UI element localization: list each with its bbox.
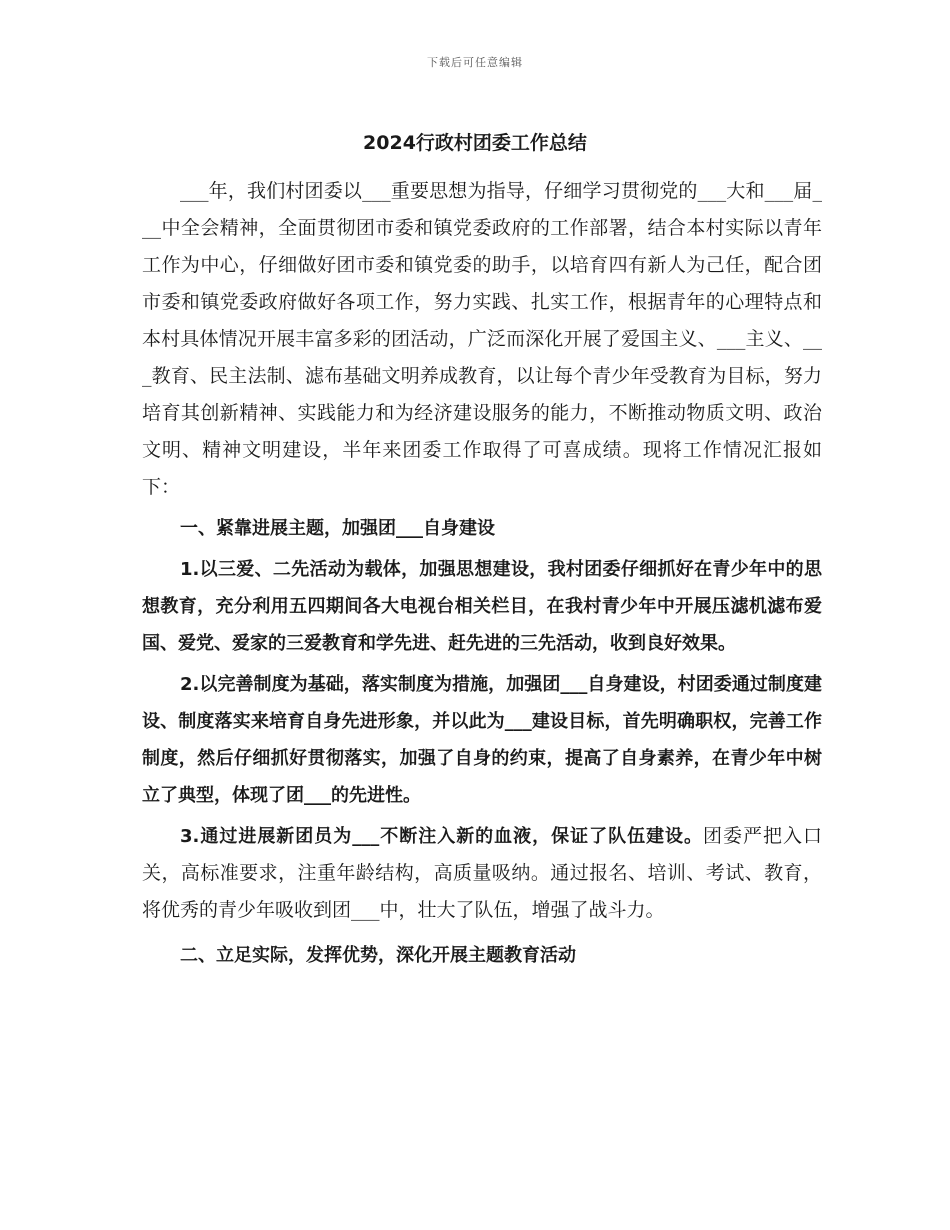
item-3-body: 团委严把入口关，高标准要求，注重年龄结构，高质量吸纳。通过报名、培训、考试、教育，将优秀的青少年吸收到团___中，壮大了队伍，增强了战斗力。	[142, 825, 822, 921]
header-note: 下载后可任意编辑	[427, 56, 523, 69]
section-heading-2: 二、立足实际，发挥优势，深化开展主题教育活动	[180, 945, 576, 966]
intro-paragraph: ___年，我们村团委以___重要思想为指导，仔细学习贯彻党的___大和___届___中全会精神，全面贯彻团市委和镇党委政府的工作部署，结合本村实际以青年工作为中心，仔细做好团市委和镇党委的助手，以培育四有新人为己任，配合团市委和镇党委政府做好各项工作，努力实践、扎实工作，根据青年的心理特点和本村具体情况开展丰富多彩的团活动，广泛而深化开展了爱国主义、___主义、___教育、民主法制、滤布基础文明养成教育，以让每个青少年受教育为目标，努力培育其创新精神、实践能力和为经济建设服务的能力，不断推动物质文明、政治文明、精神文明建设，半年来团委工作取得了可喜成绩。现将工作情况汇报如下：	[142, 180, 822, 498]
item-3-paragraph	[142, 818, 822, 929]
section-heading-1: 一、紧靠进展主题，加强团___自身建设	[180, 518, 495, 539]
item-1-paragraph: 1.以三爱、二先活动为载体，加强思想建设，我村团委仔细抓好在青少年中的思想教育，充分利用五四期间各大电视台相关栏目，在我村青少年中开展压滤机滤布爱国、爱党、爱家的三爱教育和学先进、赶先进的三先活动，收到良好效果。	[142, 559, 822, 654]
document-body	[142, 173, 822, 974]
item-2-paragraph: 2.以完善制度为基础，落实制度为措施，加强团___自身建设，村团委通过制度建设、制度落实来培育自身先进形象，并以此为___建设目标，首先明确职权，完善工作制度，然后仔细抓好贯彻落实，加强了自身的约束，提高了自身素养，在青少年中树立了典型，体现了团___的先进性。	[142, 674, 822, 806]
item-3-lead: 3.通过进展新团员为___不断注入新的血液，保证了队伍建设。	[180, 826, 704, 847]
document-title: 2024行政村团委工作总结	[363, 132, 587, 154]
